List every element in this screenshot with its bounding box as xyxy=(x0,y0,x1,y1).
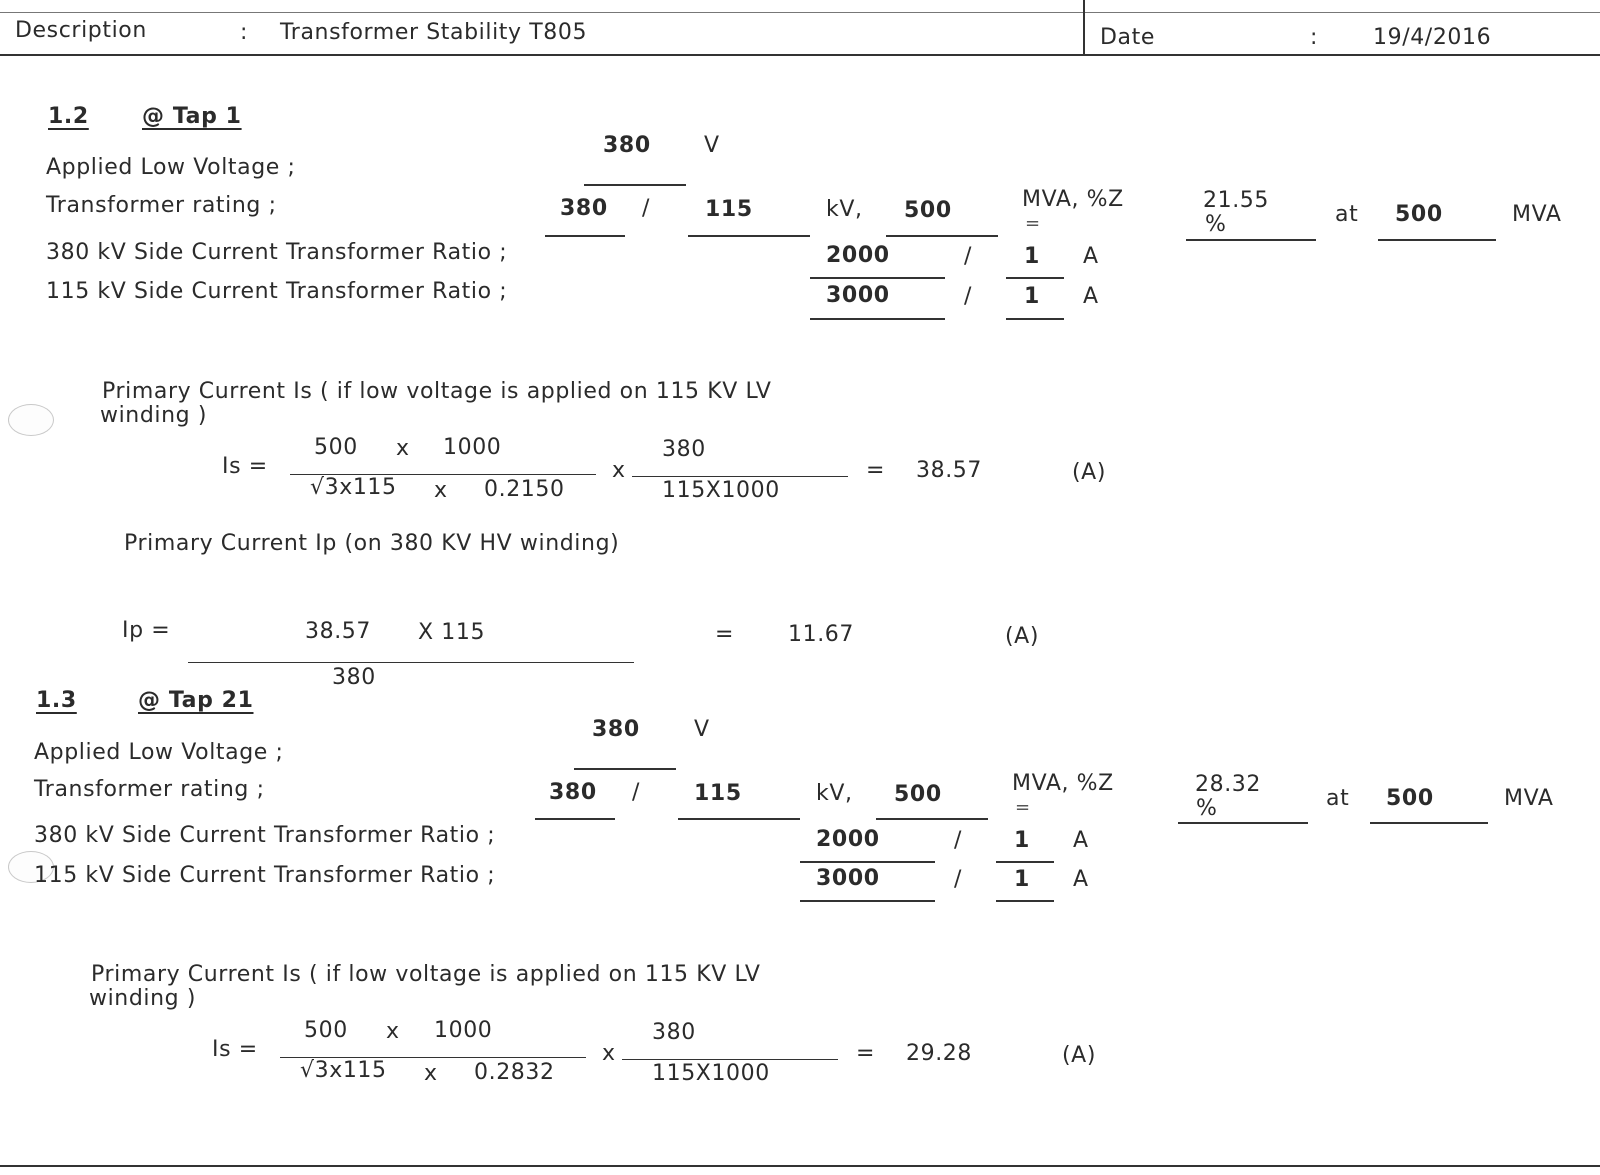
transformer-rating-label: Transformer rating ; xyxy=(46,193,277,218)
is-heading-line1: Primary Current Is ( if low voltage is applied on 115 KV LV xyxy=(91,962,761,987)
ct-lv-secondary-underline xyxy=(1006,318,1064,320)
applied-low-voltage-label: Applied Low Voltage ; xyxy=(46,155,296,180)
section-number: 1.2 xyxy=(48,104,89,129)
ip-label: Ip = xyxy=(122,618,171,643)
is-numerator-380: 380 xyxy=(652,1020,696,1045)
is-label: Is = xyxy=(212,1037,258,1062)
description-label: Description xyxy=(15,18,147,43)
date-separator: : xyxy=(1310,25,1319,50)
ct-lv-slash: / xyxy=(954,867,963,892)
ip-equals-sign: = xyxy=(715,622,735,647)
ct-hv-secondary: 1 xyxy=(1024,244,1040,269)
applied-low-voltage-unit: V xyxy=(694,717,710,742)
rating-lv-underline xyxy=(678,818,800,820)
is-denominator-sqrt: √3x115 xyxy=(310,475,397,500)
at-mva-underline xyxy=(1378,239,1496,241)
ct-lv-primary: 3000 xyxy=(826,283,890,308)
is-unit: (A) xyxy=(1072,460,1107,485)
ip-numerator-times: X 115 xyxy=(418,620,486,645)
is-denominator-sqrt: √3x115 xyxy=(300,1058,387,1083)
header-divider xyxy=(1083,0,1085,56)
rating-hv-value: 380 xyxy=(549,780,597,805)
z-value: 21.55 xyxy=(1203,188,1269,213)
is-numerator-500: 500 xyxy=(314,435,358,460)
ct-hv-unit: A xyxy=(1083,244,1099,269)
ct-hv-primary: 2000 xyxy=(816,827,880,852)
z-underline xyxy=(1178,822,1308,824)
is-denominator-impedance: 0.2150 xyxy=(484,477,565,502)
rating-hv-underline xyxy=(535,818,615,820)
is-denominator-115x1000: 115X1000 xyxy=(662,478,780,503)
footer-rule xyxy=(0,1165,1600,1167)
date-value: 19/4/2016 xyxy=(1373,25,1492,50)
z-value: 28.32 xyxy=(1195,772,1261,797)
ct-hv-secondary: 1 xyxy=(1014,828,1030,853)
rating-kv-unit: kV, xyxy=(826,197,863,222)
ct-lv-unit: A xyxy=(1073,867,1089,892)
ct-hv-label: 380 kV Side Current Transformer Ratio ; xyxy=(34,823,496,848)
is-unit: (A) xyxy=(1062,1043,1097,1068)
is-result: 29.28 xyxy=(906,1041,972,1066)
rating-mva-value: 500 xyxy=(904,198,952,223)
is-denominator-times: x xyxy=(434,478,448,503)
date-label: Date xyxy=(1100,25,1155,50)
ct-hv-unit: A xyxy=(1073,828,1089,853)
description-value: Transformer Stability T805 xyxy=(280,20,588,45)
section-title: @ Tap 21 xyxy=(138,688,254,713)
rating-lv-underline xyxy=(688,235,810,237)
ct-lv-unit: A xyxy=(1083,284,1099,309)
description-separator: : xyxy=(240,20,249,45)
rating-hv-value: 380 xyxy=(560,196,608,221)
ip-fraction-bar xyxy=(188,662,634,663)
ct-hv-secondary-underline xyxy=(996,861,1054,863)
at-mva-unit: MVA xyxy=(1512,202,1562,227)
applied-low-voltage-unit: V xyxy=(704,133,720,158)
ct-hv-secondary-underline xyxy=(1006,277,1064,279)
is-numerator-1000: 1000 xyxy=(434,1018,493,1043)
rating-mva-underline xyxy=(886,235,998,237)
rating-mva-underline xyxy=(876,818,988,820)
ct-hv-slash: / xyxy=(954,828,963,853)
is-denominator-impedance: 0.2832 xyxy=(474,1060,555,1085)
is-equals-sign: = xyxy=(866,458,886,483)
section-number: 1.3 xyxy=(36,688,77,713)
rating-lv-value: 115 xyxy=(694,781,742,806)
ct-lv-label: 115 kV Side Current Transformer Ratio ; xyxy=(34,863,496,888)
applied-low-voltage-value: 380 xyxy=(592,717,640,742)
header-bottom-rule xyxy=(0,54,1600,56)
mva-z-label: MVA, %Z xyxy=(1022,187,1124,212)
section-title: @ Tap 1 xyxy=(142,104,242,129)
z-underline xyxy=(1186,239,1316,241)
ct-hv-primary-underline xyxy=(800,861,935,863)
ct-lv-primary: 3000 xyxy=(816,866,880,891)
applied-low-voltage-underline xyxy=(574,768,676,770)
ip-result: 11.67 xyxy=(788,622,854,647)
ct-lv-label: 115 kV Side Current Transformer Ratio ; xyxy=(46,279,508,304)
ct-hv-slash: / xyxy=(964,244,973,269)
at-mva-underline xyxy=(1370,822,1488,824)
ct-hv-label: 380 kV Side Current Transformer Ratio ; xyxy=(46,240,508,265)
ct-lv-secondary: 1 xyxy=(1014,867,1030,892)
is-fraction-bar-2 xyxy=(622,1059,838,1060)
is-numerator-380: 380 xyxy=(662,437,706,462)
ct-hv-primary: 2000 xyxy=(826,243,890,268)
is-heading-line1: Primary Current Is ( if low voltage is applied on 115 KV LV xyxy=(102,379,772,404)
is-fraction-bar-2 xyxy=(632,476,848,477)
ct-lv-secondary: 1 xyxy=(1024,284,1040,309)
punch-hole-1 xyxy=(8,404,54,436)
ip-unit: (A) xyxy=(1005,624,1040,649)
is-numerator-500: 500 xyxy=(304,1018,348,1043)
is-denominator-times: x xyxy=(424,1061,438,1086)
ip-numerator: 38.57 xyxy=(305,619,371,644)
is-label: Is = xyxy=(222,454,268,479)
ct-lv-slash: / xyxy=(964,284,973,309)
applied-low-voltage-underline xyxy=(584,184,686,186)
rating-slash: / xyxy=(642,196,651,221)
applied-low-voltage-label: Applied Low Voltage ; xyxy=(34,740,284,765)
is-times-sign: x xyxy=(602,1041,616,1066)
is-equals-sign: = xyxy=(856,1041,876,1066)
ip-denominator: 380 xyxy=(332,665,376,690)
is-result: 38.57 xyxy=(916,458,982,483)
z-equals-sign: = xyxy=(1025,213,1041,234)
is-numerator-times: x xyxy=(386,1019,400,1044)
at-mva-unit: MVA xyxy=(1504,786,1554,811)
is-numerator-1000: 1000 xyxy=(443,435,502,460)
is-heading-line2: winding ) xyxy=(100,403,208,428)
rating-slash: / xyxy=(632,780,641,805)
z-equals-sign: = xyxy=(1015,797,1031,818)
applied-low-voltage-value: 380 xyxy=(603,133,651,158)
at-mva-value: 500 xyxy=(1395,202,1443,227)
ct-hv-primary-underline xyxy=(810,277,945,279)
at-label: at xyxy=(1326,786,1350,811)
rating-hv-underline xyxy=(545,235,625,237)
rating-lv-value: 115 xyxy=(705,197,753,222)
is-numerator-times: x xyxy=(396,436,410,461)
header-top-rule xyxy=(0,12,1600,13)
z-unit: % xyxy=(1205,212,1227,237)
ct-lv-primary-underline xyxy=(800,900,935,902)
rating-kv-unit: kV, xyxy=(816,781,853,806)
transformer-rating-label: Transformer rating ; xyxy=(34,777,265,802)
rating-mva-value: 500 xyxy=(894,782,942,807)
is-times-sign: x xyxy=(612,458,626,483)
is-heading-line2: winding ) xyxy=(89,986,197,1011)
is-denominator-115x1000: 115X1000 xyxy=(652,1061,770,1086)
ip-heading: Primary Current Ip (on 380 KV HV winding) xyxy=(124,531,620,556)
ct-lv-primary-underline xyxy=(810,318,945,320)
ct-lv-secondary-underline xyxy=(996,900,1054,902)
mva-z-label: MVA, %Z xyxy=(1012,771,1114,796)
at-label: at xyxy=(1335,202,1359,227)
at-mva-value: 500 xyxy=(1386,786,1434,811)
z-unit: % xyxy=(1196,796,1218,821)
